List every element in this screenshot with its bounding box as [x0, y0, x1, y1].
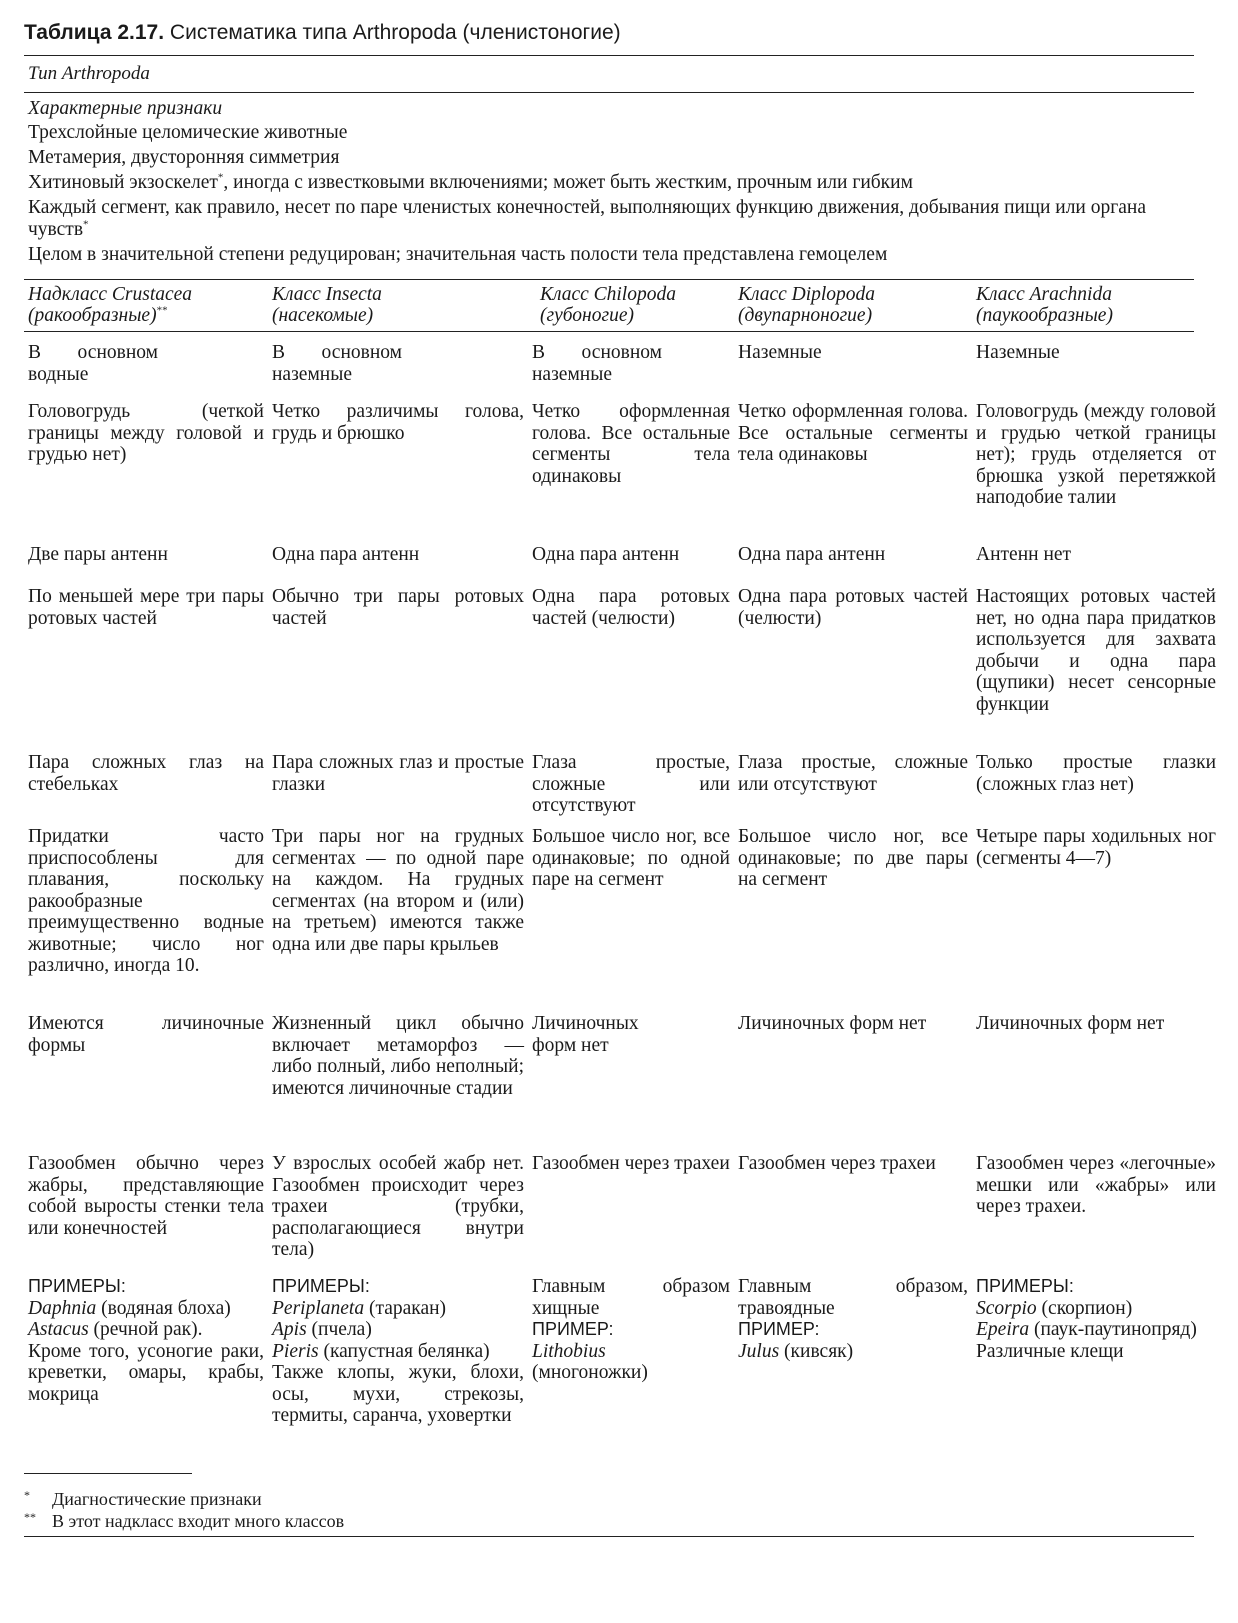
diagnostic-mark: *	[83, 218, 89, 231]
table-cell: Настоящих ротовых частей нет, но одна пара придатков используется для захвата добычи и одна пара (щупики) несет сенсорные функции	[976, 586, 1216, 715]
feature-text: Хитиновый экзоскелет	[28, 172, 218, 193]
table-cell: Четко оформленная голова. Все остальные сегменты тела одинаковы	[738, 401, 968, 465]
examples-chilopoda	[532, 1276, 730, 1427]
header-crustacea	[28, 284, 264, 326]
footnote-mark: **	[24, 1510, 36, 1524]
table-row-examples	[28, 1276, 1198, 1427]
example-item	[976, 1319, 1216, 1341]
table-caption	[24, 20, 621, 46]
examples-arachnida	[976, 1276, 1216, 1427]
table-top-rule	[24, 279, 1194, 280]
footnote	[24, 1510, 344, 1532]
footnotes	[24, 1488, 344, 1532]
examples-extra: Кроме того, усоногие раки, креветки, омары, крабы, мокрица	[28, 1340, 264, 1405]
table-cell: Большое число ног, все одинаковые; по одной паре на сегмент	[532, 826, 730, 890]
table-cell: Наземные	[738, 342, 822, 363]
example-item	[532, 1341, 730, 1384]
table-cell: Четко оформленная голова. Все остальные сегменты тела одинаковы	[532, 401, 730, 487]
feature-text: Каждый сегмент, как правило, несет по паре членистых конечностей, выполняющих функцию движения, добывания пищи или органа чувств	[28, 197, 1146, 240]
genus-name: Periplaneta	[272, 1297, 365, 1319]
phylum-line: Тип Arthropoda	[28, 63, 150, 84]
table-cell: Четко различимы голова, грудь и брюшко	[272, 401, 524, 444]
genus-name: Pieris	[272, 1340, 319, 1362]
examples-label: ПРИМЕРЫ:	[272, 1276, 370, 1296]
common-name: (многоножки)	[532, 1362, 648, 1383]
feature-text-tail: , иногда с известковыми включениями; может быть жестким, прочным или гибким	[223, 172, 913, 193]
example-item	[738, 1341, 968, 1363]
table-cell: Головогрудь (четкой границы между головой и грудью нет)	[28, 401, 264, 465]
table-cell: Головогрудь (между головой и грудью четкой границы нет); грудь отделяется от брюшка узкой перетяжкой наподобие талии	[976, 401, 1216, 508]
genus-name: Daphnia	[28, 1297, 97, 1319]
examples-crustacea	[28, 1276, 264, 1427]
common-name: (таракан)	[368, 1297, 447, 1319]
table-cell: Одна пара ротовых частей (челюсти)	[532, 586, 730, 629]
diet-note: Главным образом, травоядные	[738, 1276, 968, 1319]
footnote-rule	[24, 1473, 192, 1474]
feature-item: Трехслойные целомические животные	[28, 122, 348, 143]
table-cell: Газообмен через трахеи	[532, 1153, 730, 1174]
footnote-text: В этот надкласс входит много классов	[52, 1511, 345, 1531]
examples-diplopoda	[738, 1276, 968, 1427]
table-cell: Обычно три пары ротовых частей	[272, 586, 524, 629]
genus-name: Apis	[272, 1319, 307, 1340]
table-cell: Две пары антенн	[28, 544, 168, 565]
table-cell: В основном наземные	[532, 342, 662, 385]
table-cell: Три пары ног на грудных сегментах — по одной паре на каждом. На грудных сегментах (на втором и (или) на третьем) имеются также одна или две пары крыльев	[272, 826, 524, 955]
bottom-rule	[24, 1536, 1194, 1537]
table-cell: Газообмен через трахеи	[738, 1153, 936, 1174]
example-label: ПРИМЕР:	[738, 1319, 820, 1339]
table-cell: Четыре пары ходильных ног (сегменты 4—7)	[976, 826, 1216, 869]
feature-item: Метамерия, двусторонняя симметрия	[28, 147, 340, 168]
common-name: (капустная белянка)	[323, 1340, 490, 1362]
examples-extra: Также клопы, жуки, блохи, осы, мухи, стрекозы, термиты, саранча, уховертки	[272, 1362, 524, 1426]
top-rule	[24, 55, 1194, 56]
header-line1: Класс Arachnida	[976, 284, 1112, 305]
examples-insecta	[272, 1276, 524, 1427]
table-cell: Газообмен обычно через жабры, представляющие собой выросты стенки тела или конечностей	[28, 1153, 264, 1239]
header-mark: **	[156, 304, 168, 317]
common-name: (паук-паутинопряд)	[1033, 1319, 1197, 1340]
example-item	[272, 1319, 524, 1341]
table-row-body	[28, 401, 1216, 509]
header-line2: (двупарноногие)	[738, 305, 873, 326]
table-cell: Газообмен через «легочные» мешки или «жабры» или через трахеи.	[976, 1153, 1216, 1217]
example-item	[976, 1298, 1216, 1320]
table-cell: Одна пара ротовых частей (челюсти)	[738, 586, 968, 629]
table-cell: Одна пара антенн	[738, 544, 886, 565]
header-line1: Класс Diplopoda	[738, 284, 876, 305]
table-cell: Антенн нет	[976, 544, 1072, 565]
examples-label: ПРИМЕРЫ:	[976, 1276, 1074, 1296]
phylum-rule	[24, 92, 1194, 93]
feature-item	[28, 172, 1188, 194]
genus-name: Epeira	[976, 1319, 1030, 1340]
table-cell: В основном водные	[28, 342, 158, 385]
document-page	[24, 0, 1214, 1623]
table-cell: Имеются личиночные формы	[28, 1013, 264, 1056]
genus-name: Julus	[738, 1340, 780, 1362]
table-cell: Одна пара антенн	[272, 544, 420, 565]
header-insecta	[272, 284, 524, 326]
table-cell: Наземные	[976, 342, 1060, 363]
table-row-respiration	[28, 1153, 1216, 1261]
header-chilopoda	[532, 284, 730, 326]
characteristic-features	[28, 98, 1188, 269]
common-name: (кивсяк)	[784, 1340, 854, 1362]
example-label: ПРИМЕР:	[532, 1319, 614, 1339]
table-row-eyes	[28, 752, 1216, 817]
diet-note: Главным образом хищные	[532, 1276, 730, 1319]
table-cell: Большое число ног, все одинаковые; по две пары на сегмент	[738, 826, 968, 890]
table-cell: Придатки часто приспособлены для плавания, поскольку ракообразные преимущественно водные животные; число ног различно, иногда 10.	[28, 826, 264, 976]
header-line2: (паукообразные)	[976, 305, 1113, 326]
table-cell: Одна пара антенн	[532, 544, 680, 565]
examples-label: ПРИМЕРЫ:	[28, 1276, 126, 1296]
genus-name: Lithobius	[532, 1340, 606, 1362]
table-row-habitat	[28, 342, 1198, 385]
common-name: (скорпион)	[1041, 1297, 1133, 1319]
example-item	[28, 1319, 264, 1341]
table-cell: Только простые глазки (сложных глаз нет)	[976, 752, 1216, 795]
genus-name: Astacus	[28, 1319, 89, 1340]
header-arachnida	[976, 284, 1216, 326]
table-cell: Жизненный цикл обычно включает метаморфоз — либо полный, либо неполный; имеются личиночные стадии	[272, 1013, 524, 1099]
genus-name: Scorpio	[976, 1297, 1037, 1319]
table-cell: У взрослых особей жабр нет. Газообмен происходит через трахеи (трубки, располагающиеся внутри тела)	[272, 1153, 524, 1260]
footnote	[24, 1488, 344, 1510]
diagnostic-mark: *	[217, 171, 224, 184]
examples-extra: Различные клещи	[976, 1340, 1124, 1362]
header-line2: (насекомые)	[272, 305, 374, 326]
common-name: (водяная блоха)	[101, 1297, 231, 1319]
footnote-text: Диагностические признаки	[52, 1489, 262, 1509]
caption-label: Таблица 2.17.	[24, 21, 165, 44]
table-cell: Пара сложных глаз и простые глазки	[272, 752, 524, 795]
table-header-row	[28, 284, 1198, 326]
table-row-larvae	[28, 1013, 1198, 1099]
table-row-legs	[28, 826, 1216, 977]
example-item	[28, 1298, 264, 1320]
features-heading: Характерные признаки	[28, 98, 223, 119]
caption-text: Систематика типа Arthropoda (членистоногие)	[169, 21, 621, 44]
table-row-mouthparts	[28, 586, 1216, 715]
header-line2: (ракообразные)	[28, 305, 157, 326]
header-line1: Класс Chilopoda	[540, 284, 676, 305]
table-cell: Глаза простые, сложные или отсутствуют	[738, 752, 968, 795]
table-cell: Личиночных форм нет	[532, 1013, 639, 1056]
header-bottom-rule	[24, 331, 1194, 332]
example-item	[272, 1341, 524, 1363]
table-cell: Пара сложных глаз на стебельках	[28, 752, 264, 795]
table-cell: В основном наземные	[272, 342, 402, 385]
header-line1: Класс Insecta	[272, 284, 382, 305]
table-row-antennae	[28, 544, 1198, 566]
feature-item	[28, 197, 1188, 241]
common-name: (речной рак).	[93, 1319, 203, 1340]
table-cell: Личиночных форм нет	[976, 1013, 1165, 1034]
header-line2: (губоногие)	[540, 305, 634, 326]
example-item	[272, 1298, 524, 1320]
feature-item: Целом в значительной степени редуцирован; значительная часть полости тела представлена гемоцелем	[28, 244, 888, 265]
header-line1: Надкласс Crustacea	[28, 284, 193, 305]
table-cell: По меньшей мере три пары ротовых частей	[28, 586, 264, 629]
table-cell: Глаза простые, сложные или отсутствуют	[532, 752, 730, 816]
common-name: (пчела)	[311, 1319, 372, 1340]
header-diplopoda	[738, 284, 968, 326]
footnote-mark: *	[24, 1488, 30, 1502]
table-cell: Личиночных форм нет	[738, 1013, 927, 1034]
